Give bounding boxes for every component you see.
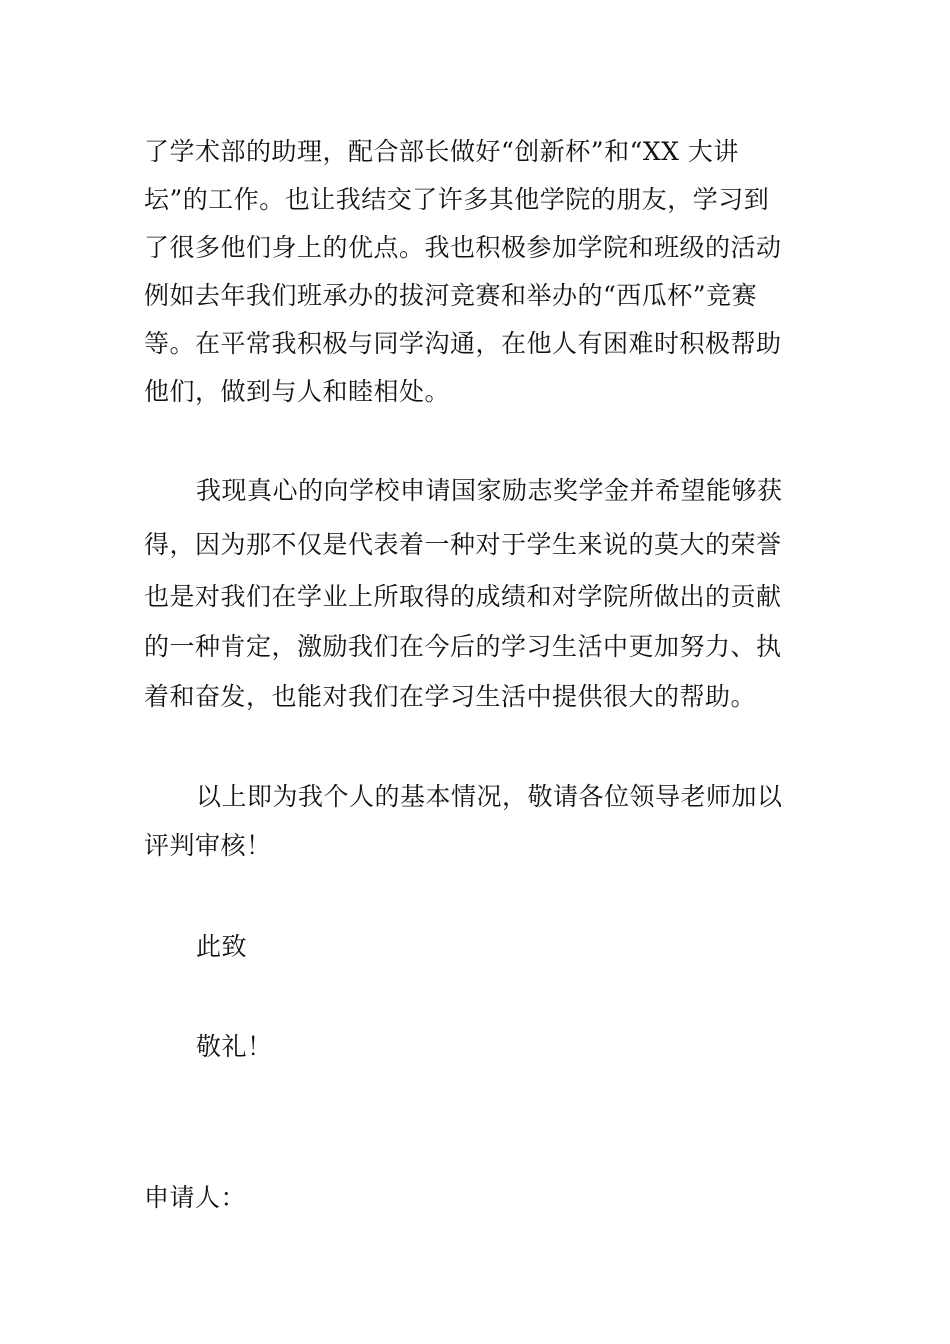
paragraph-1-line-2: 坛”的工作。也让我结交了许多其他学院的朋友，学习到 bbox=[144, 185, 770, 214]
paragraph-1-line-5: 等。在平常我积极与同学沟通，在他人有困难时积极帮助 bbox=[144, 329, 782, 358]
paragraph-3-line-2: 评判审核！ bbox=[144, 831, 272, 860]
paragraph-2-line-2: 得，因为那不仅是代表着一种对于学生来说的莫大的荣誉 bbox=[144, 530, 782, 559]
closing-salutation: 此致 bbox=[196, 932, 248, 961]
paragraph-1-line-1: 了学术部的助理，配合部长做好“创新杯”和“XX 大讲 bbox=[144, 137, 739, 166]
paragraph-2-line-5: 着和奋发，也能对我们在学习生活中提供很大的帮助。 bbox=[144, 682, 757, 711]
paragraph-1-line-3: 了很多他们身上的优点。我也积极参加学院和班级的活动 bbox=[144, 233, 782, 262]
paragraph-1-line-4: 例如去年我们班承办的拔河竞赛和举办的“西瓜杯”竞赛 bbox=[144, 281, 758, 310]
paragraph-2-line-4: 的一种肯定，激励我们在今后的学习生活中更加努力、执 bbox=[144, 632, 782, 661]
paragraph-3-line-1: 以上即为我个人的基本情况，敬请各位领导老师加以 bbox=[196, 782, 783, 811]
paragraph-2-line-3: 也是对我们在学业上所取得的成绩和对学院所做出的贡献 bbox=[144, 582, 782, 611]
paragraph-2-line-1: 我现真心的向学校申请国家励志奖学金并希望能够获 bbox=[196, 476, 783, 505]
closing-regards: 敬礼！ bbox=[196, 1032, 273, 1061]
paragraph-1-line-6: 他们，做到与人和睦相处。 bbox=[144, 377, 451, 406]
signature-label: 申请人： bbox=[144, 1183, 247, 1212]
